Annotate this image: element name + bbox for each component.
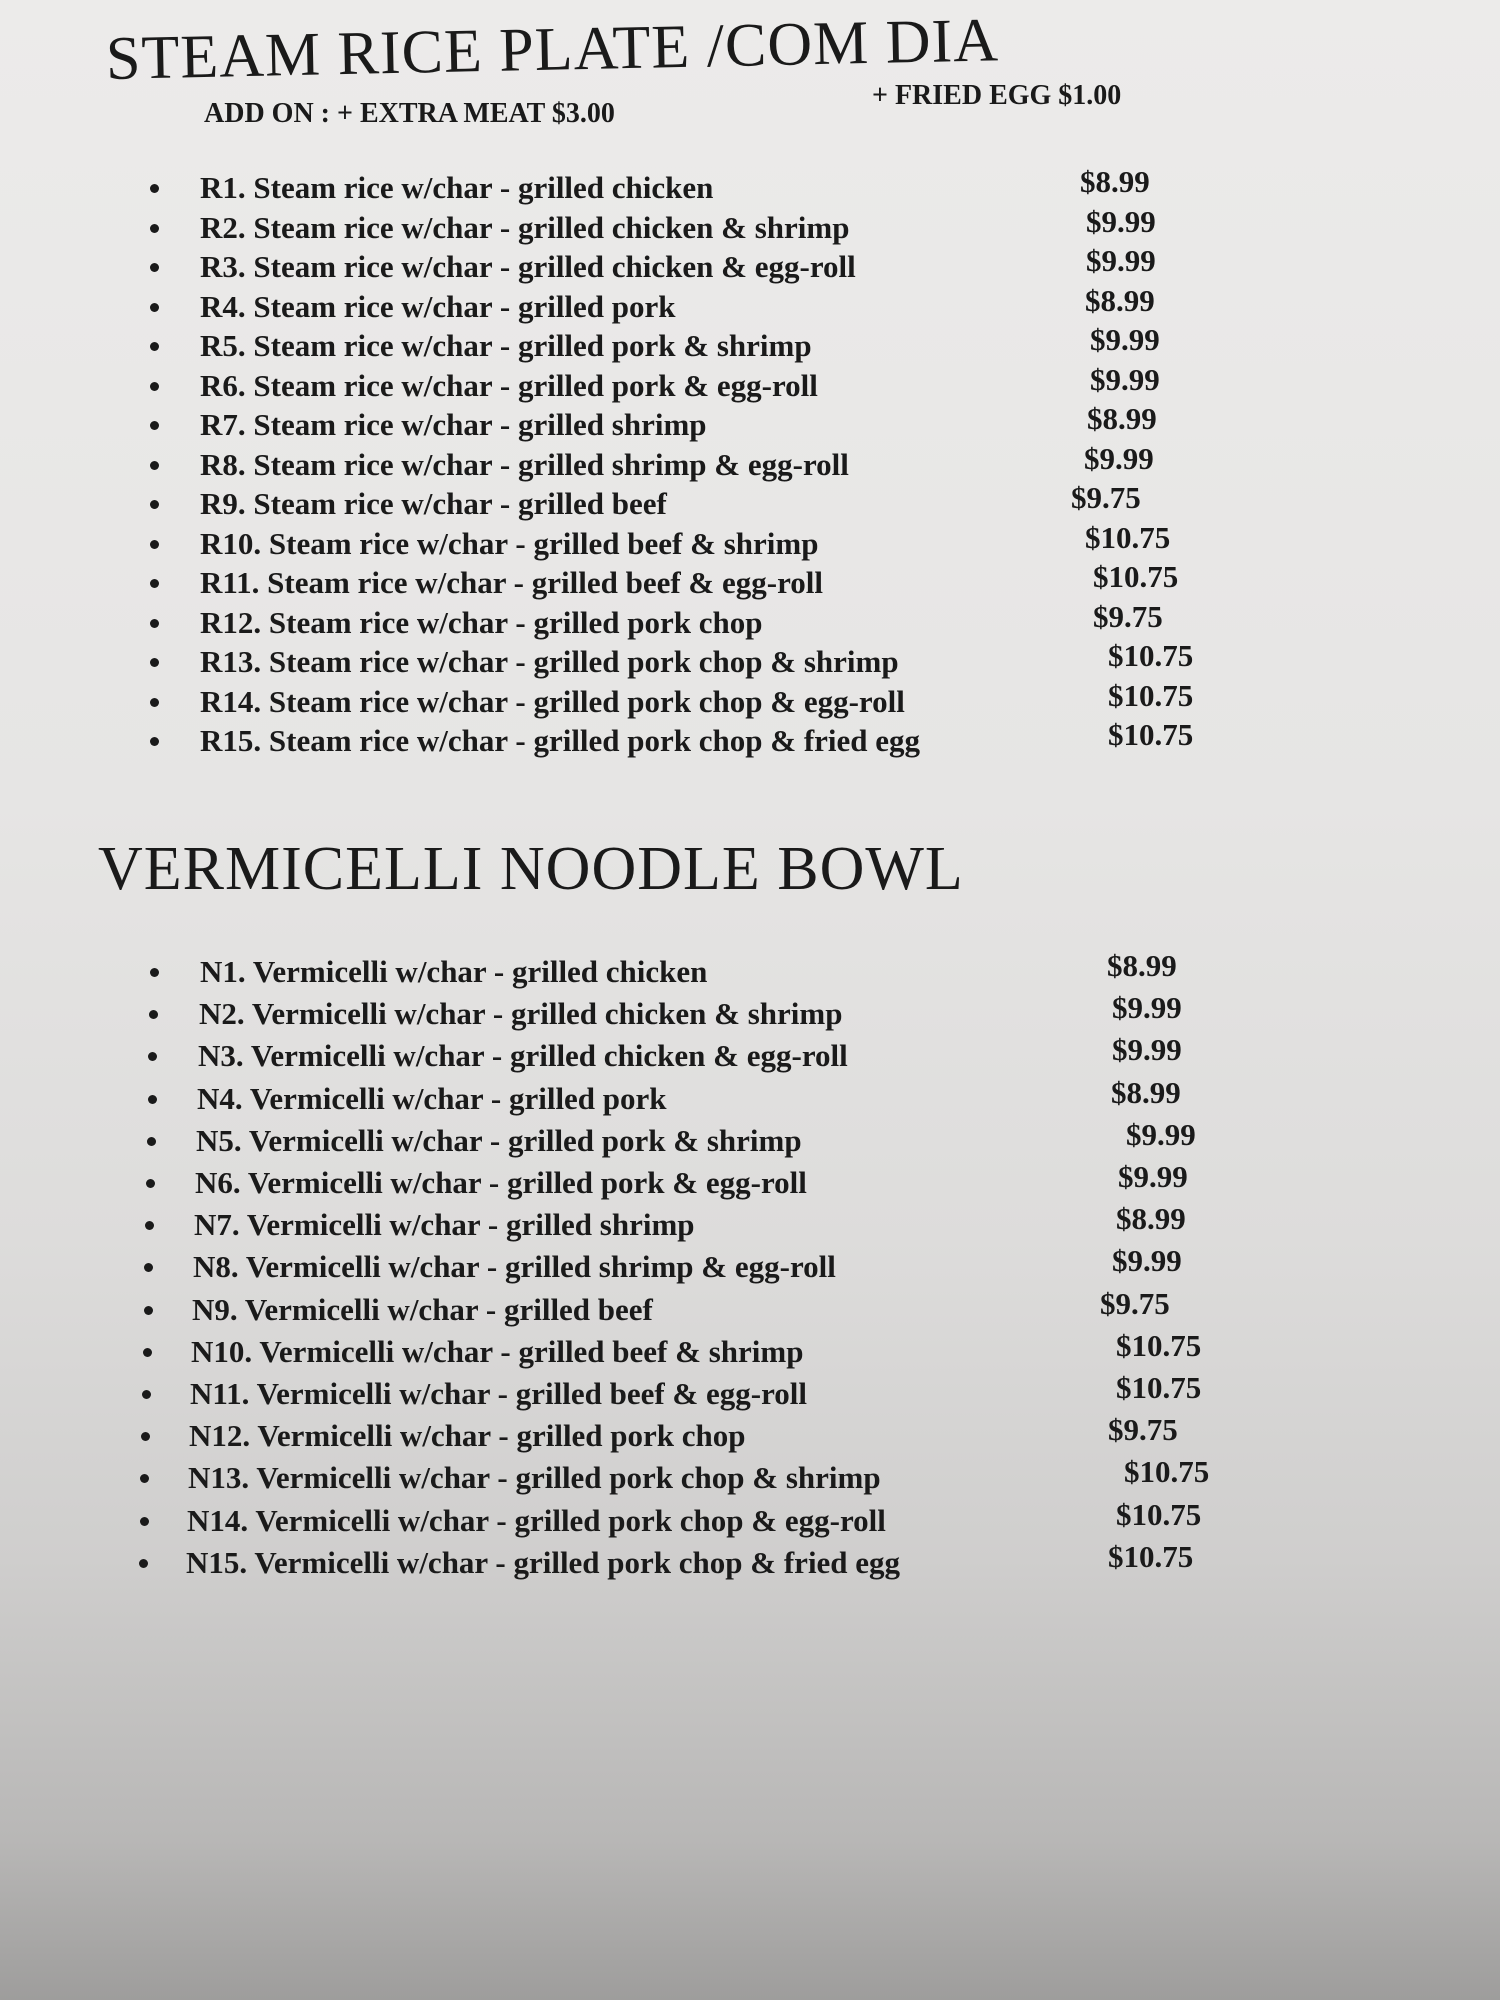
noodle-menu-item: [0, 1412, 1500, 1456]
noodle-item-price: $9.99: [1112, 1243, 1182, 1279]
noodle-item-price: $10.75: [1116, 1327, 1202, 1363]
rice-item-price: $10.75: [1108, 638, 1194, 673]
rice-item-name: R10. Steam rice w/char - grilled beef & shrimp: [200, 525, 819, 561]
rice-item-name: R11. Steam rice w/char - grilled beef & egg-roll: [200, 565, 823, 600]
bullet-icon: [150, 619, 159, 628]
rice-item-name: R15. Steam rice w/char - grilled pork chop & fried egg: [200, 723, 921, 758]
bullet-icon: [150, 303, 159, 312]
rice-item-name: R2. Steam rice w/char - grilled chicken & shrimp: [200, 209, 850, 245]
noodle-item-name: N6. Vermicelli w/char - grilled pork & egg-roll: [195, 1165, 807, 1200]
noodle-item-price: $10.75: [1116, 1496, 1202, 1532]
noodle-item-price: $9.75: [1100, 1285, 1170, 1321]
rice-menu-item: [0, 203, 1500, 248]
noodle-item-name: N13. Vermicelli w/char - grilled pork chop & shrimp: [188, 1460, 881, 1496]
bullet-icon: [150, 658, 159, 667]
rice-item-price: $8.99: [1087, 401, 1157, 436]
rice-item-name: R1. Steam rice w/char - grilled chicken: [200, 170, 714, 205]
rice-item-name: R12. Steam rice w/char - grilled pork chop: [200, 604, 763, 640]
bullet-icon: [147, 1137, 156, 1146]
noodle-item-name: N5. Vermicelli w/char - grilled pork & shrimp: [196, 1122, 802, 1158]
noodle-menu-item: [0, 1032, 1500, 1076]
noodle-item-name: N1. Vermicelli w/char - grilled chicken: [200, 954, 708, 989]
bullet-icon: [150, 342, 159, 351]
bullet-icon: [141, 1432, 150, 1441]
bullet-icon: [143, 1348, 152, 1357]
rice-menu-item: [0, 480, 1500, 524]
addon-fried-egg: + FRIED EGG $1.00: [872, 80, 1122, 111]
rice-item-price: $9.75: [1071, 480, 1141, 515]
noodle-item-name: N15. Vermicelli w/char - grilled pork chop & fried egg: [186, 1544, 901, 1580]
rice-menu-item: [0, 519, 1500, 564]
noodle-item-price: $10.75: [1108, 1538, 1194, 1574]
noodle-menu-item: [0, 990, 1500, 1034]
noodle-menu-item: [0, 948, 1500, 992]
noodle-item-name: N9. Vermicelli w/char - grilled beef: [192, 1291, 653, 1327]
rice-item-price: $10.75: [1093, 559, 1179, 594]
noodle-item-name: N3. Vermicelli w/char - grilled chicken & egg-roll: [198, 1038, 848, 1074]
bullet-icon: [148, 1052, 157, 1061]
bullet-icon: [142, 1390, 151, 1399]
rice-section-title: STEAM RICE PLATE /COM DIA: [105, 6, 1000, 93]
rice-item-name: R14. Steam rice w/char - grilled pork chop & egg-roll: [200, 683, 905, 719]
noodle-item-name: N4. Vermicelli w/char - grilled pork: [197, 1080, 667, 1116]
addon-extra-meat: ADD ON : + EXTRA MEAT $3.00: [204, 98, 615, 129]
noodle-menu-item: [0, 1285, 1500, 1330]
noodle-item-price: $9.99: [1112, 1032, 1182, 1068]
rice-menu-item: [0, 282, 1500, 327]
bullet-icon: [140, 1517, 149, 1526]
rice-item-name: R7. Steam rice w/char - grilled shrimp: [200, 407, 707, 442]
bullet-icon: [150, 184, 159, 193]
noodle-menu-item: [0, 1159, 1500, 1203]
rice-menu-item: [0, 322, 1500, 366]
rice-item-price: $9.75: [1093, 598, 1163, 634]
rice-item-price: $10.75: [1085, 519, 1171, 555]
rice-item-price: $9.99: [1084, 440, 1154, 476]
bullet-icon: [144, 1263, 153, 1272]
noodle-menu-item: [0, 1116, 1500, 1161]
noodle-menu-item: [0, 1327, 1500, 1372]
noodle-item-name: N8. Vermicelli w/char - grilled shrimp & egg-roll: [193, 1249, 836, 1285]
noodle-menu-item: [0, 1454, 1500, 1498]
noodle-menu-item: [0, 1201, 1500, 1245]
rice-menu-item: [0, 638, 1500, 682]
bullet-icon: [146, 1179, 155, 1188]
rice-menu-item: [0, 559, 1500, 603]
rice-item-name: R6. Steam rice w/char - grilled pork & egg-roll: [200, 367, 818, 403]
noodle-menu-item: [0, 1074, 1500, 1119]
bullet-icon: [150, 421, 159, 430]
rice-item-price: $8.99: [1080, 164, 1150, 199]
bullet-icon: [149, 1010, 158, 1019]
noodle-item-name: N12. Vermicelli w/char - grilled pork chop: [189, 1418, 746, 1454]
noodle-menu-item: [0, 1370, 1500, 1414]
rice-item-name: R4. Steam rice w/char - grilled pork: [200, 288, 676, 324]
noodle-menu-item: [0, 1538, 1500, 1583]
rice-menu-item: [0, 598, 1500, 643]
noodle-item-price: $9.99: [1118, 1159, 1188, 1194]
bullet-icon: [150, 579, 159, 588]
rice-menu-item: [0, 243, 1500, 287]
noodle-item-name: N10. Vermicelli w/char - grilled beef & shrimp: [191, 1333, 804, 1369]
rice-menu-item: [0, 361, 1500, 406]
bullet-icon: [150, 461, 159, 470]
rice-item-price: $9.99: [1086, 243, 1156, 278]
noodle-item-price: $9.75: [1108, 1412, 1178, 1448]
noodle-item-price: $8.99: [1111, 1074, 1181, 1110]
noodle-item-price: $9.99: [1112, 990, 1182, 1026]
rice-item-name: R13. Steam rice w/char - grilled pork chop & shrimp: [200, 644, 899, 679]
rice-menu-item: [0, 717, 1500, 761]
bullet-icon: [150, 968, 159, 977]
noodle-item-name: N2. Vermicelli w/char - grilled chicken & shrimp: [199, 996, 843, 1032]
rice-item-name: R9. Steam rice w/char - grilled beef: [200, 486, 667, 521]
noodle-menu-item: [0, 1496, 1500, 1541]
bullet-icon: [150, 540, 159, 549]
noodle-item-price: $10.75: [1116, 1370, 1202, 1405]
rice-item-price: $9.99: [1086, 203, 1156, 239]
rice-menu-item: [0, 677, 1500, 722]
noodle-item-name: N14. Vermicelli w/char - grilled pork chop & egg-roll: [187, 1502, 886, 1538]
noodle-item-name: N7. Vermicelli w/char - grilled shrimp: [194, 1207, 695, 1243]
rice-item-price: $9.99: [1090, 322, 1160, 357]
rice-menu-item: [0, 401, 1500, 445]
bullet-icon: [140, 1474, 149, 1483]
noodle-item-price: $10.75: [1124, 1454, 1210, 1490]
noodle-item-price: $8.99: [1107, 948, 1177, 983]
rice-menu-item: [0, 164, 1500, 208]
noodle-item-price: $8.99: [1116, 1201, 1186, 1237]
bullet-icon: [145, 1221, 154, 1230]
rice-item-price: $10.75: [1108, 677, 1194, 713]
noodle-item-price: $9.99: [1126, 1116, 1196, 1152]
noodle-menu-item: [0, 1243, 1500, 1287]
noodle-item-name: N11. Vermicelli w/char - grilled beef & egg-roll: [190, 1376, 808, 1411]
bullet-icon: [150, 224, 159, 233]
bullet-icon: [144, 1306, 153, 1315]
rice-item-name: R5. Steam rice w/char - grilled pork & shrimp: [200, 328, 812, 363]
bullet-icon: [150, 500, 159, 509]
rice-item-price: $10.75: [1108, 717, 1194, 752]
rice-menu-item: [0, 440, 1500, 485]
rice-item-name: R3. Steam rice w/char - grilled chicken & egg-roll: [200, 249, 856, 284]
bullet-icon: [150, 698, 159, 707]
rice-item-name: R8. Steam rice w/char - grilled shrimp & egg-roll: [200, 446, 849, 482]
bullet-icon: [148, 1095, 157, 1104]
rice-item-price: $9.99: [1090, 361, 1160, 397]
bullet-icon: [150, 263, 159, 272]
rice-item-price: $8.99: [1085, 282, 1155, 318]
bullet-icon: [150, 382, 159, 391]
bullet-icon: [150, 737, 159, 746]
noodle-section-title: VERMICELLI NOODLE BOWL: [98, 835, 964, 903]
bullet-icon: [139, 1559, 148, 1568]
